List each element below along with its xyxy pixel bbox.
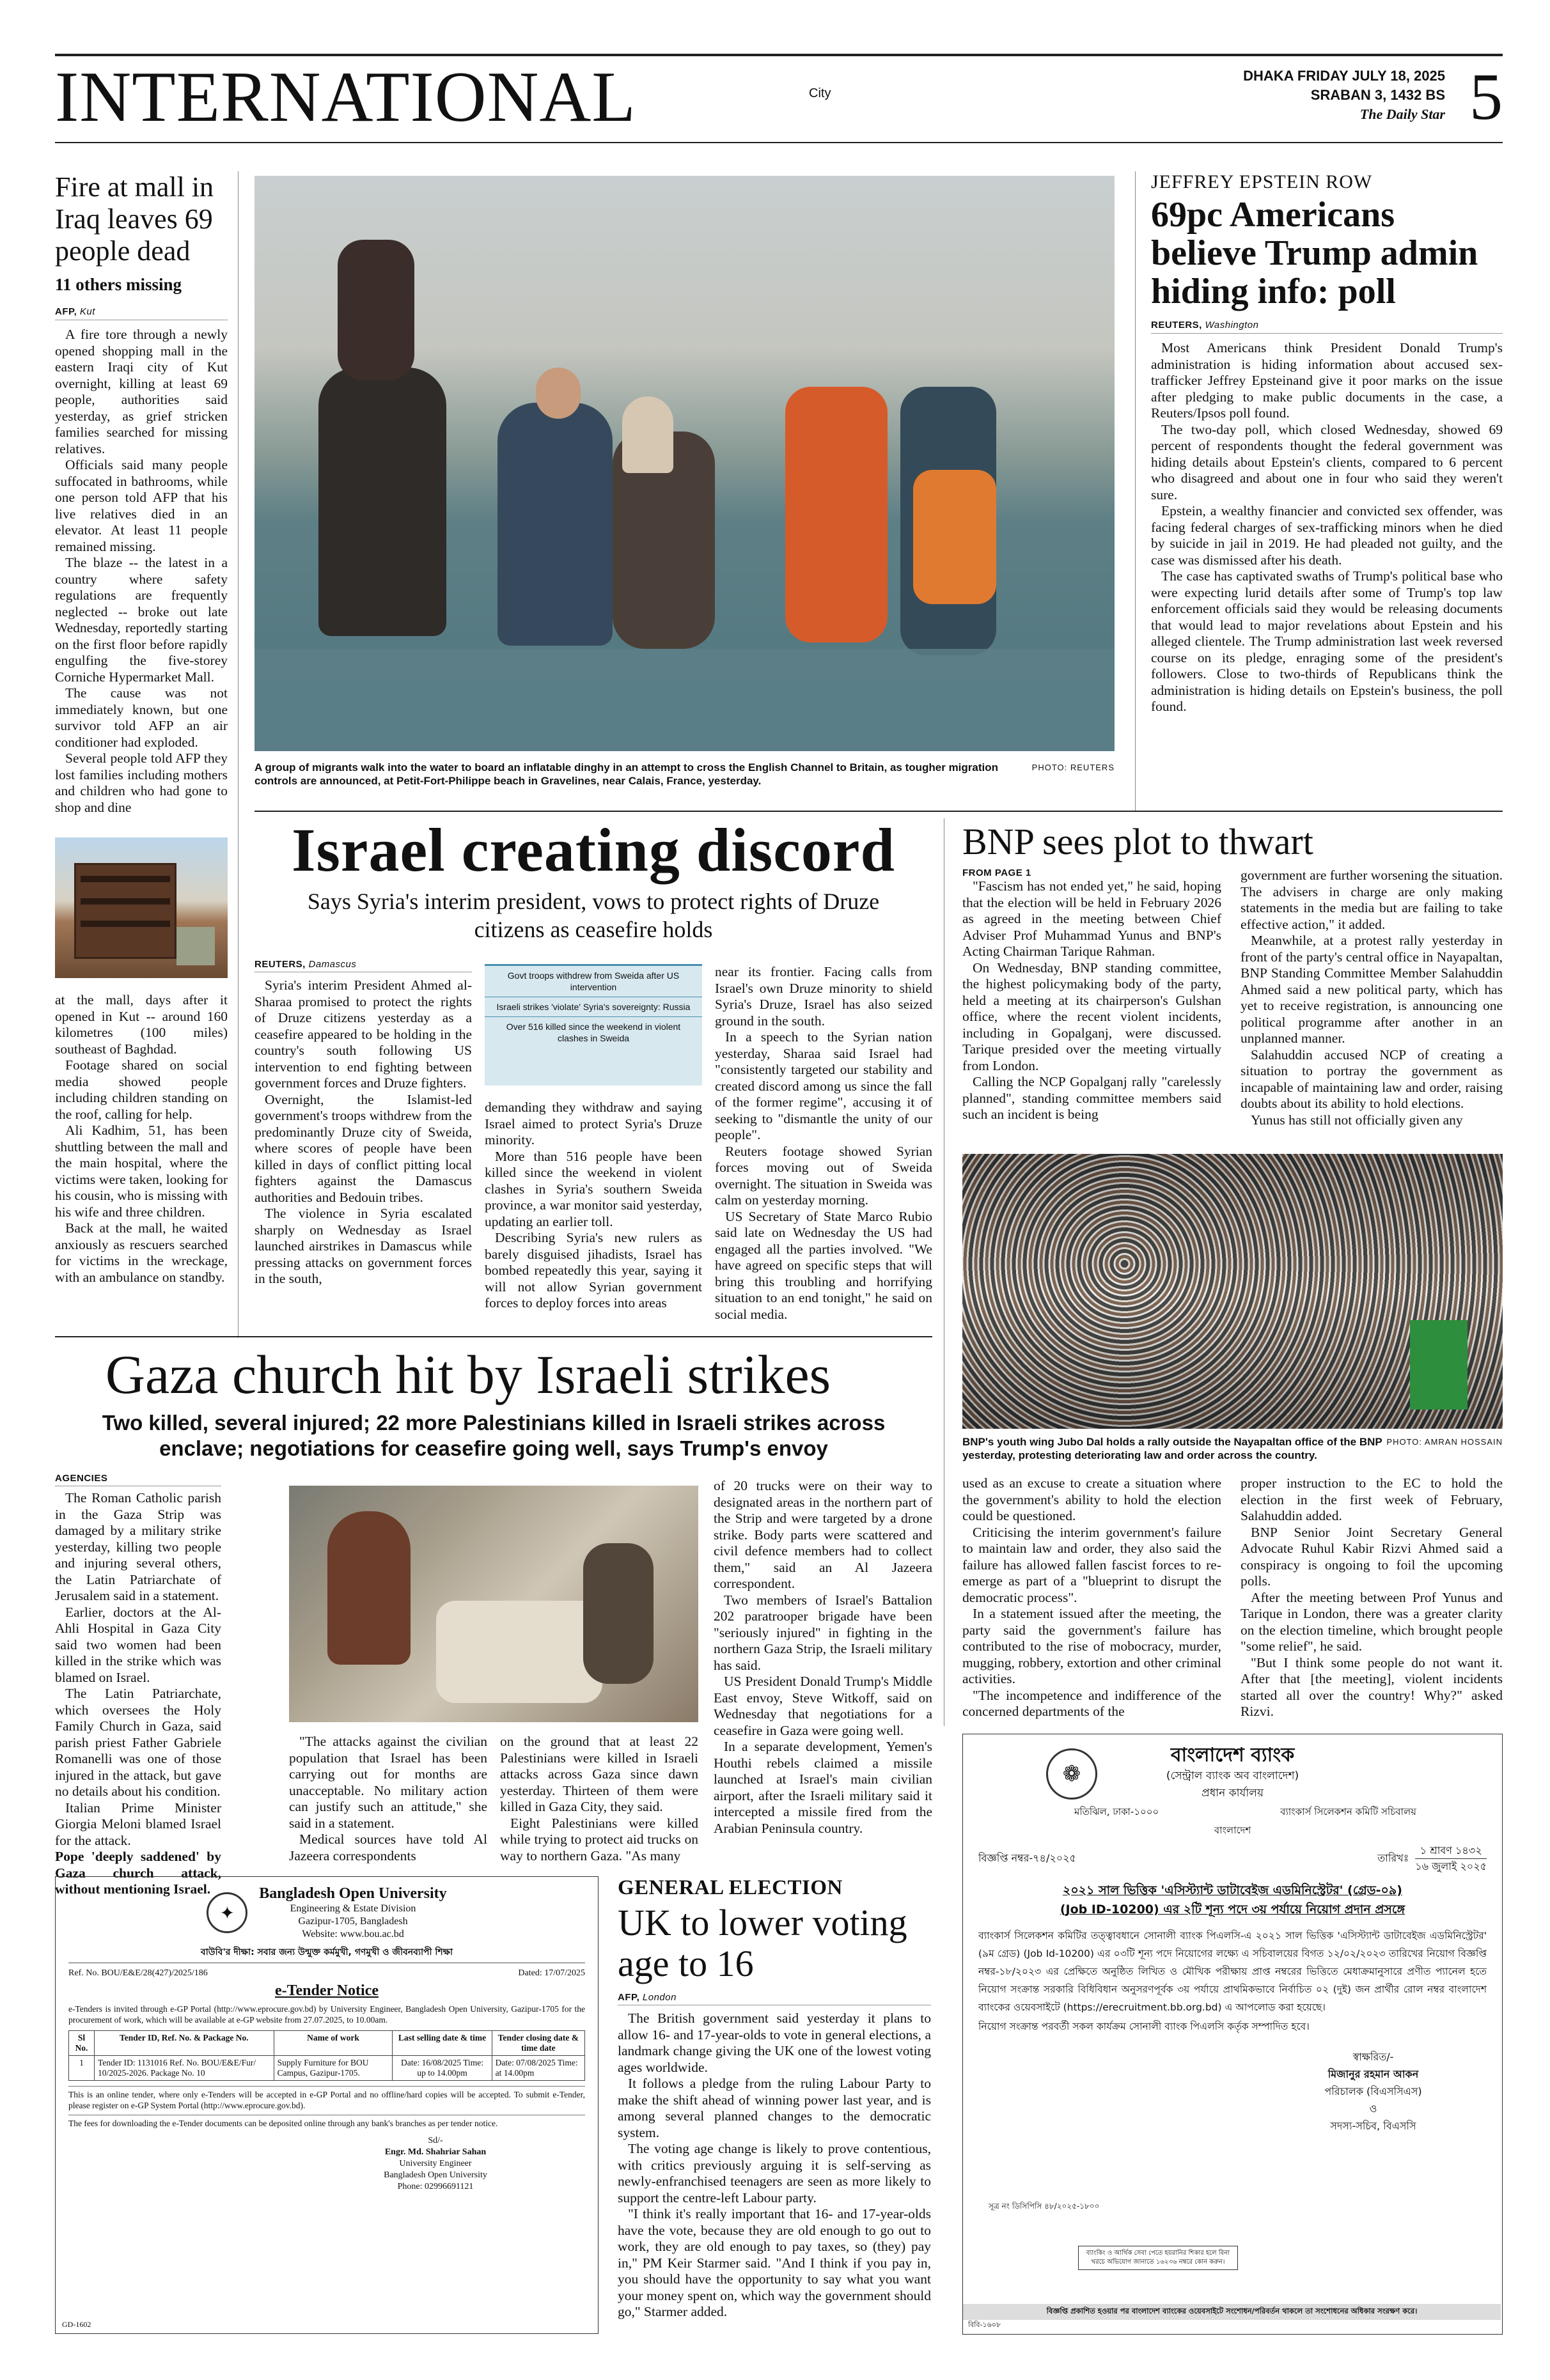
bou-tender-ad	[55, 1876, 599, 2334]
bnp-caption: PHOTO: AMRAN HOSSAIN BNP's youth wing Jubo Dal holds a rally outside the Nayapaltan office of the BNP yesterday, protesting deteriorating law and order across the country.	[962, 1436, 1503, 1461]
bnp-col-2: government are further worsening the situation. The advisers in charge are only making statements in the media but are failing to take effective action," it added. Meanwhile, at a protest rally yesterday in front of the party's central office in Nayapaltan, BNP Standing Committee Member Salahuddin Ahmed said a new political party, which has yet to receive registration, is announcing one political programme after another in an unplanned manner. Salahuddin accused NCP of creating a situation to portray the government as incapable of maintaining law and order, raising doubts about its ability to hold elections. Yunus has still not officially given any	[1241, 867, 1503, 1128]
uk-headline: UK to lower voting age to 16	[618, 1902, 907, 1984]
bb-complaint-box: ব্যাংকিং ও আর্থিক সেবা পেতে হয়রানির শিকার হলে বিনা খরচে অভিযোগ জানাতে ১৬২৩৬ নম্বরে কোন করুন।	[1078, 2246, 1238, 2270]
bb-logo-icon: ❁	[1046, 1748, 1097, 1800]
gaza-headline: Gaza church hit by Israeli strikes	[105, 1344, 831, 1405]
israel-box-2: Israeli strikes 'violate' Syria's sovereignty: Russia	[485, 997, 702, 1017]
row-rule-1	[254, 811, 1503, 812]
migrants-photo	[254, 176, 1115, 751]
bb-header: বাংলাদেশ ব্যাংক (সেন্ট্রাল ব্যাংক অব বাংলাদেশ) প্রধান কার্যালয়	[1166, 1744, 1299, 1800]
bb-notice-ad	[962, 1734, 1503, 2335]
gaza-col-2: "The attacks against the civilian population that Israel has been carrying out for months are unacceptable. No military action can justify such an attitude," she said in a statement. Medical sources have told Al Jazeera correspondents	[289, 1734, 487, 1863]
israel-box-3: Over 516 killed since the weekend in violent clashes in Sweida	[506, 1022, 681, 1043]
bou-addr: Gazipur-1705, Bangladesh	[298, 1916, 408, 1927]
israel-col-1: REUTERS, Damascus Syria's interim President Ahmed al-Sharaa promised to protect the rights of Druze citizens yesterday as a ceasefire appeared to be holding in the country's south following US intervention to end fighting between government forces and Druze fighters. Overnight, the Islamist-led government's troops withdrew from the predominantly Druze city of Sweida, where scores of people have been killed in days of conflict pitting local fighters against the Damascus authorities and Bedouin tribes. The violence in Syria escalated sharply on Wednesday as Israel launched airstrikes in Damascus while pressing attacks on government forces in the south,	[254, 959, 472, 1286]
bou-motto: বাউবি'র দীক্ষা: সবার জন্য উন্মুক্ত কর্মমুখী, গণমুখী ও জীবনব্যাপী শিক্ষা	[68, 1945, 585, 1963]
bou-web[interactable]: Website: www.bou.ac.bd	[302, 1929, 404, 1940]
uk-byline: AFP, London	[618, 1992, 931, 2005]
bnp-from: FROM PAGE 1	[962, 867, 1031, 878]
fire-subhead: 11 others missing	[55, 275, 182, 294]
bou-tender-table	[68, 2030, 585, 2081]
bb-body: ব্যাংকার্স সিলেকশন কমিটির তত্ত্বাবধানে সোনালী ব্যাংক পিএলসি-এ ২০২১ সাল ভিত্তিক 'এসিস্ট্যান্ট ডাটাবেইজ এডমিনিস্ট্রেটর' (৯ম গ্রেড) (Job Id-10200) এর ০৩টি শূন্য পদে নিয়োগের লক্ষ্যে এ সচিবালয়ের বিগত ১২/০২/২০২৩ তারিখের নিয়োগ বিজ্ঞপ্তি নম্বর-১৮/২০২৩ এর প্রেক্ষিতে অনুষ্ঠিত লিখিত ও মৌখিক পরীক্ষায় প্রাপ্ত নম্বরের ভিত্তিতে মেধাক্রমানুসারে প্রণীত প্যানেল হতে নিয়োগ সংক্রান্ত সরকারি বিধিবিধান অনুসরণপূর্বক ৩য় পর্যায়ে প্রাথমিকভাবে নির্বাচিত ০২ (দুই) জন প্রার্থীর রোল নম্বর বাংলাদেশ ব্যাংকের ওয়েবসাইটে (https://erecruitment.bb.org.bd) এ আপলোড করা হয়েছে।	[978, 1930, 1487, 2013]
israel-subhead: Says Syria's interim president, vows to protect rights of Druze citizens as ceasefire holds	[307, 889, 880, 942]
bangla-date: SRABAN 3, 1432 BS	[1310, 87, 1445, 103]
bou-note-2: The fees for downloading the e-Tender documents can be deposited online through any bank's branches as per tender notice.	[68, 2115, 585, 2129]
israel-box	[485, 964, 702, 1085]
dateline-block	[1164, 66, 1445, 137]
table-row: 1 Tender ID: 1131016 Ref. No. BOU/E&E/Fur/ 10/2025-2026. Package No. 10 Supply Furniture for BOU Campus, Gazipur-1705. Date: 16/08/2025 Time: up to 14.00pm Date: 07/08/2025 Time: at 14.00pm	[69, 2056, 585, 2081]
epstein-kicker: JEFFREY EPSTEIN ROW	[1151, 171, 1373, 192]
uk-kicker: GENERAL ELECTION	[618, 1876, 843, 1899]
israel-box-1: Govt troops withdrew from Sweida after US intervention	[485, 966, 702, 997]
masthead-rule	[55, 142, 1503, 143]
bb-memo: সূত্র নং ডিসিপিসি ৪৮/২০২৫-১৮০০	[989, 2202, 1100, 2211]
israel-byline: REUTERS, Damascus	[254, 959, 472, 972]
top-rule	[55, 54, 1503, 56]
bnp-story	[962, 821, 1503, 1723]
bnp-col-4: proper instruction to the EC to hold the election in the first week of February, Salahuddin added. BNP Senior Joint Secretary General Advocate Ruhul Kabir Rizvi Ahmed said a conspiracy is ongoing to foil the upcoming polls. After the meeting between Prof Yunus and Tarique in London, there was a greater clarity on the election timeline, which brought people "some relief", he said. "But I think some people do not want it. After that [the meeting], violent incidents started all over the country! Why?" asked Rizvi.	[1241, 1475, 1503, 1719]
bou-logo-icon: ✦	[207, 1892, 247, 1933]
bou-name: Bangladesh Open University	[259, 1885, 447, 1902]
paper-name: The Daily Star	[1359, 106, 1445, 122]
col-divider-1	[238, 171, 239, 1338]
row-rule-2	[55, 1336, 932, 1337]
col-divider-2	[1135, 171, 1136, 812]
uk-body: The British government said yesterday it plans to allow 16- and 17-year-olds to vote in general elections, a landmark change giving the UK one of the lowest voting ages worldwide. It follows a pledge from the ruling Labour Party to make the shift ahead of winning power last year, and is among several planned changes to the democratic system. The voting age change is likely to prove contentious, with critics previously arguing it is self-serving as newly-enfranchised teenagers are seen as more likely to support the centre-left Labour party. "I think it's really important that 16- and 17-year-olds have the vote, because they are old enough to go out to work, they are old enough to pay taxes, so (they) pay in," PM Keir Starmer said. "And I think if you pay in, you should have the opportunity to say what you want your money spent on, which way the government should go," Starmer added.	[618, 2011, 931, 2319]
bou-header	[68, 1885, 585, 1941]
dateline: DHAKA FRIDAY JULY 18, 2025	[1243, 68, 1445, 84]
fire-body: A fire tore through a newly opened shopping mall in the eastern Iraqi city of Kut overnight, killing at least 69 people, authorities said yesterday, as grief stricken families searched for missing relatives. Officials said many people suffocated in bathrooms, while one person told AFP that his live relatives died in an elevator. At least 11 people remained missing. The blaze -- the latest in a country where safety regulations are frequently neglected -- broke out late Wednesday, reportedly starting on the first floor before rapidly engulfing the five-storey Corniche Hypermarket Mall. The cause was not immediately known, but one survivor told AFP an air conditioner had exploded. Several people told AFP they lost families including mothers and children who had gone to shop and dine	[55, 327, 228, 815]
bb-notice-row: বিজ্ঞপ্তি নম্বর-৭৪/২০২৫ তারিখঃ ১ শ্রাবণ ১৪৩২ ১৬ জুলাই ২০২৫	[978, 1844, 1487, 1872]
fire-body-2: at the mall, days after it opened in Kut -- around 160 kilometres (100 miles) southeast of Baghdad. Footage shared on social media showed people including children standing on the roof, calling for help. Ali Kadhim, 51, has been shuttling between the mall and the main hospital, where the victims were taken, looking for his cousin, who is missing with his wife and three children. Back at the mall, he waited anxiously as rescuers searched for victims in the wreckage, with an ambulance on standby.	[55, 992, 228, 1285]
bb-footer: বিজ্ঞপ্তি প্রকাশিত হওয়ার পর বাংলাদেশ ব্যাংকের ওয়েবসাইটে সংশোধন/পরিবর্তন থাকলে তা সংশোধনের অধিকার সংরক্ষণ করে।	[963, 2304, 1501, 2320]
bou-ref-row: Ref. No. BOU/E&E/28(427)/2025/186 Dated: 17/07/2025	[68, 1968, 585, 1978]
gaza-byline: AGENCIES	[55, 1473, 221, 1486]
bou-title: e-Tender Notice	[275, 1982, 379, 1999]
uk-story	[618, 1876, 931, 2334]
epstein-body: Most Americans think President Donald Trump's administration is hiding information about accused sex-trafficker Jeffrey Epsteinand give it poor marks on the issue after pledging to make public documents in the case, a Reuters/Ipsos poll found. The two-day poll, which closed Wednesday, showed 69 percent of respondents thought the federal government was hiding details about Epstein's clients, compared to 6 percent who disagreed and about one in four who said they weren't sure. Epstein, a wealthy financier and convicted sex offender, was facing federal charges of sex-trafficking minors when he died by suicide in jail in 2019. He had pleaded not guilty, and the case was dismissed after his death. The case has captivated swaths of Trump's political base who were expecting lurid details after some of Trump's top law enforcement officials said they would be releasing documents that would lead to major revelations about Epstein and his alleged clientele. The Trump administration last week reversed course on its pledge, enraging some of the president's followers. Close to two-thirds of Republicans think the administration is hiding details on Epstein's business, the poll found.	[1151, 340, 1503, 714]
bou-dept: Engineering & Estate Division	[290, 1903, 416, 1914]
israel-col-3: near its frontier. Facing calls from Israel's own Druze minority to shield Syria's Druze, Israel has also seized ground in the south. In a speech to the Syrian nation yesterday, Sharaa said Israel had "consistently targeted our stability and created discord among us since the fall of the former regime", accusing it of seeking to "dismantle the unity of our people". Reuters footage showed Syrian forces moving out of Sweida overnight. The situation in Sweida was calm on yesterday morning. US Secretary of State Marco Rubio said late on Wednesday the US had engaged all the parties involved. "We have agreed on specific steps that will bring this troubling and horrifying situation to an end tonight," he said on social media.	[715, 964, 932, 1322]
gaza-col-3: on the ground that at least 22 Palestinians were killed in Israeli attacks across Gaza since dawn yesterday. Thirteen of them were killed in Gaza City, they said. Eight Palestinians were killed while trying to protect aid trucks on way to northern Gaza. "As many	[500, 1734, 698, 1863]
section-title: INTERNATIONAL	[55, 58, 636, 137]
israel-story	[254, 818, 932, 1330]
fire-byline: AFP, Kut	[55, 306, 228, 320]
bou-note-1: This is an online tender, where only e-Tenders will be accepted in e-GP Portal and no offline/hard copies will be accepted. To submit e-Tender, please register on e-GP System Portal (http://www.eprocure.gov.bd).	[68, 2086, 585, 2111]
israel-col-2: demanding they withdraw and saying Israel aimed to protect Syria's Druze minority. More than 516 people have been killed since the weekend in violent clashes in Syria's southern Sweida province, a war monitor said yesterday, updating an earlier toll. Describing Syria's new rulers as barely disguised jihadists, Israel has bombed repeatedly this year, saying it will not allow Syrian government forces to deploy forces into areas	[485, 1100, 702, 1311]
gaza-col-1: AGENCIES The Roman Catholic parish in the Gaza Strip was damaged by a military strike yesterday, killing two people and injuring several others, the Latin Patriarchate of Jerusalem said in a statement. Earlier, doctors at the Al-Ahli Hospital in Gaza City said two women had been killed in the strike which was blamed on Israel. The Latin Patriarchate, which oversees the Holy Family Church in Gaza, said parish priest Father Gabriele Romanelli was one of those injured in the attack, but gave no details about his condition. Italian Prime Minister Giorgia Meloni blamed Israel for the attack. Pope 'deeply saddened' by Gaza church attack, without mentioning Israel.	[55, 1473, 221, 1897]
bnp-col-1: FROM PAGE 1 "Fascism has not ended yet," he said, hoping that the election will be held in February 2026 as agreed in the meeting between Chief Adviser Prof Muhammad Yunus and BNP's Acting Chairman Tarique Rahman. On Wednesday, BNP standing committee, the highest policymaking body of the party, held a meeting at its chairperson's Gulshan office, where the recent violent incidents, including in Gopalganj, were discussed. Tarique presided over the meeting virtually from London. Calling the NCP Gopalganj rally "carelessly planned", standing committee members said such an incident is being	[962, 867, 1221, 1122]
epstein-headline: 69pc Americans believe Trump admin hiding info: poll	[1151, 195, 1478, 311]
bnp-rally-photo	[962, 1154, 1503, 1429]
gaza-photo	[289, 1486, 698, 1722]
bb-signature: স্বাক্ষরিত/- মিজানুর রহমান আকন পরিচালক (বিএসসিএস) ও সদস্য-সচিব, বিএসসি	[1324, 2051, 1422, 2132]
migrants-caption: PHOTO: REUTERS A group of migrants walk into the water to board an inflatable dinghy in an attempt to cross the English Channel to Britain, as tougher migration controls are announced, at Petit-Fort-Philippe beach in Gravelines, near Calais, France, yesterday.	[254, 761, 1115, 787]
bb-body-2: নিয়োগ সংক্রান্ত পরবর্তী সকল কার্যক্রম সোনালী ব্যাংক পিএলসি কর্তৃক সম্পাদিত হবে।	[978, 2021, 1310, 2032]
gaza-col-4: of 20 trucks were on their way to designated areas in the northern part of the Strip and were targeted by a drone strike. Body parts were scattered and civil defence members had to collect them," said an Al Jazeera correspondent. Two members of Israel's Battalion 202 paratrooper brigade have been "seriously injured" in fighting in the northern Gaza Strip, the Israeli military has said. US President Donald Trump's Middle East envoy, Steve Witkoff, said on Wednesday that negotiations for a ceasefire in Gaza were going well. In a separate development, Yemen's Houthi rebels claimed a missile launched at Israel's main civilian airport, after the Israeli military said it intercepted a missile fired from the Arabian Peninsula country.	[714, 1478, 932, 1836]
bb-code: বিবি-১৬০৮	[968, 2321, 1001, 2329]
bou-gd-code: GD-1602	[62, 2320, 91, 2329]
gaza-subhead: Two killed, several injured; 22 more Palestinians killed in Israeli strikes across enclave; negotiations for ceasefire going well, says Trump's envoy	[102, 1411, 886, 1460]
epstein-byline: REUTERS, Washington	[1151, 320, 1503, 334]
bb-country: বাংলাদেশ	[1214, 1824, 1251, 1836]
israel-headline: Israel creating discord	[292, 816, 895, 884]
bnp-col-3: used as an excuse to create a situation where the government's ability to hold the election could be questioned. Criticising the interim government's failure to maintain law and order, they also said the failure has allowed fallen fascist forces to re-emerge as part of a "blueprint to disrupt the democratic process". In a statement issued after the meeting, the party said the government's failure has contributed to the rise of mobocracy, murder, mugging, robbery, extortion and other criminal activities. "The incompetence and indifference of the concerned departments of the	[962, 1475, 1221, 1719]
table-header-row: Sl No. Tender ID, Ref. No. & Package No. Name of work Last selling date & time Tender closing date & time date	[69, 2031, 585, 2056]
bou-signature: Sd/- Engr. Md. Shahriar Sahan University Engineer Bangladesh Open University Phone: 02996691121	[384, 2136, 487, 2191]
mall-fire-photo	[55, 837, 228, 978]
page-number: 5	[1469, 60, 1503, 134]
fire-story	[55, 171, 228, 1500]
city-label: City	[809, 86, 831, 100]
epstein-story	[1151, 171, 1503, 811]
fire-headline: Fire at mall in Iraq leaves 69 people dead	[55, 171, 214, 267]
bb-title: ২০২১ সাল ভিত্তিক 'এসিস্ট্যান্ট ডাটাবেইজ এডমিনিস্ট্রেটর' (গ্রেড-০৯) (Job ID-10200) এর ২টি শূন্য পদে ৩য় পর্যায়ে নিয়োগ প্রদান প্রসঙ্গে	[1060, 1883, 1405, 1917]
bnp-headline: BNP sees plot to thwart	[962, 821, 1313, 862]
bou-intro: e-Tenders is invited through e-GP Portal (http://www.eprocure.gov.bd) by University Engineer, Bangladesh Open University, Gazipur-1705 for the procurement of work, which will be available at e-GP website from 27.07.2025, to 10.00am.	[68, 2004, 585, 2025]
bb-addr-row: মতিঝিল, ঢাকা-১০০০ ব্যাংকার্স সিলেকশন কমিটি সচিবালয়	[1074, 1806, 1416, 1817]
